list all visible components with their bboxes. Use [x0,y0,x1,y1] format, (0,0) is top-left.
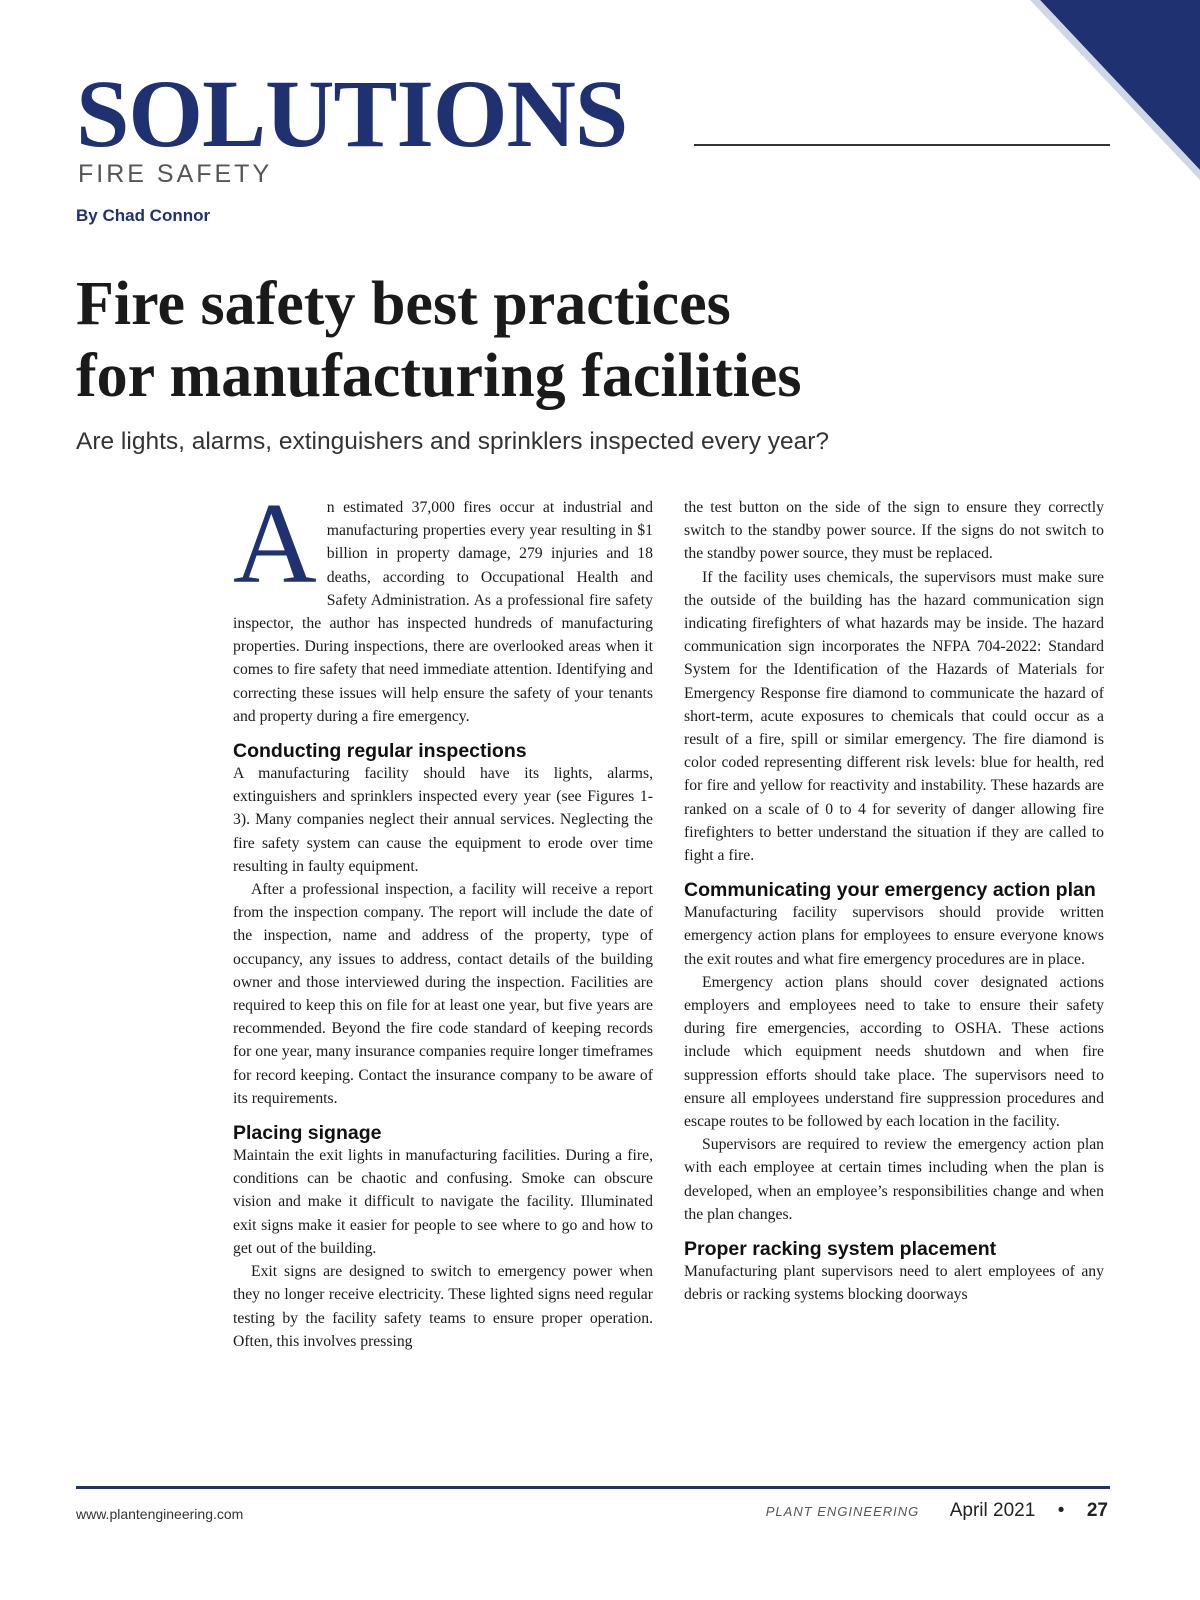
section-subtitle: FIRE SAFETY [78,160,273,188]
footer-bullet: • [1057,1500,1065,1521]
footer-url[interactable]: www.plantengineering.com [76,1506,244,1522]
paragraph: Emergency action plans should cover designated actions employers and employees need to take to ensure their safety during fire emergencies, according to OSHA. These actions include which equipment needs shutdown and when fire suppression efforts should take place. The supervisors need to ensure all employees understand fire suppression procedures and escape routes to be followed by each location in the facility. [684,973,1104,1131]
heading-conducting-inspections: Conducting regular inspections [233,740,527,763]
intro-paragraph [233,496,653,728]
footer-rule [76,1486,1110,1489]
paragraph: Manufacturing plant supervisors need to alert employees of any debris or racking systems blocking doorways [684,1263,1104,1304]
paragraph: Exit signs are designed to switch to emergency power when they no longer receive electricity. These lighted signs need regular testing by the facility safety teams to ensure proper operation. Often, this involves pressing [233,1263,653,1350]
byline: By Chad Connor [76,206,211,225]
title-rule [694,144,1110,146]
paragraph: Maintain the exit lights in manufacturing facilities. During a fire, conditions can be chaotic and confusing. Smoke can obscure vision and make it difficult to navigate the facility. Illuminated exit signs make it easier for people to see where to go and how to get out of the building. [233,1147,653,1257]
heading-emergency-action-plan: Communicating your emergency action plan [684,879,1096,902]
heading-placing-signage: Placing signage [233,1122,382,1145]
paragraph: Manufacturing facility supervisors should provide written emergency action plans for employees to ensure everyone knows the exit routes and what fire emergency procedures are in place. [684,904,1104,968]
paragraph: Supervisors are required to review the emergency action plan with each employee at certain times including when the plan is developed, when an employee’s responsibilities change and when the plan changes. [684,1136,1104,1223]
footer-date: April 2021 [949,1500,1036,1521]
section-title: SOLUTIONS [76,60,628,167]
corner-accent-triangle [1020,0,1200,180]
paragraph: After a professional inspection, a facility will receive a report from the inspection company. The report will include the date of the inspection, name and address of the property, type of occupancy, any issues to address, contact details of the building owner and those interviewed during the inspection. Facilities are required to keep this on file for at least one year, but five years are recommended. Beyond the fire code standard of keeping records for one year, many insurance companies require longer timeframes for record keeping. Contact the insurance company to be aware of its requirements. [233,881,653,1107]
page-number: 27 [1086,1500,1108,1521]
footer-publication: PLANT ENGINEERING [765,1504,920,1519]
article-deck: Are lights, alarms, extinguishers and sprinklers inspected every year? [76,428,830,455]
intro-text: n estimated 37,000 fires occur at industrial and manufacturing properties every year resulting in $1 billion in property damage, 279 injuries and 18 deaths, according to Occupational Health and Safety Administration. As a professional fire safety inspector, the author has inspected hundreds of manufacturing properties. During inspections, there are overlooked areas when it comes to fire safety that need immediate attention. Identifying and correcting these issues will help ensure the safety of your tenants and property during a fire emergency. [233,499,653,725]
paragraph: A manufacturing facility should have its lights, alarms, extinguishers and sprinklers inspected every year (see Figures 1-3). Many companies neglect their annual services. Neglecting the fire safety system can cause the equipment to erode over time resulting in faulty equipment. [233,765,653,875]
paragraph: the test button on the side of the sign to ensure they correctly switch to the standby power source. If the signs do not switch to the standby power source, they must be replaced. [684,499,1104,563]
headline-line-2: for manufacturing facilities [76,342,802,410]
footer-info [766,1500,1108,1522]
heading-racking-placement: Proper racking system placement [684,1238,997,1261]
headline-line-1: Fire safety best practices [76,270,731,338]
article-column-left [233,496,653,1478]
article-column-right [684,496,1104,1478]
article-headline [76,268,1136,412]
paragraph: If the facility uses chemicals, the supervisors must make sure the outside of the building has the hazard communication sign indicating firefighters of what hazards may be inside. The hazard communication sign incorporates the NFPA 704-2022: Standard System for the Identification of the Hazards of Materials for Emergency Response fire diamond to communicate the hazard of short-term, acute exposures to chemicals that could occur as a result of a fire, spill or similar emergency. The fire diamond is color coded representing different risk levels: blue for health, red for fire and yellow for reactivity and instability. These hazards are ranked on a scale of 0 to 4 for severity of danger allowing fire firefighters to better understand the situation if they are called to fight a fire. [684,568,1104,865]
drop-cap: A [233,496,317,608]
